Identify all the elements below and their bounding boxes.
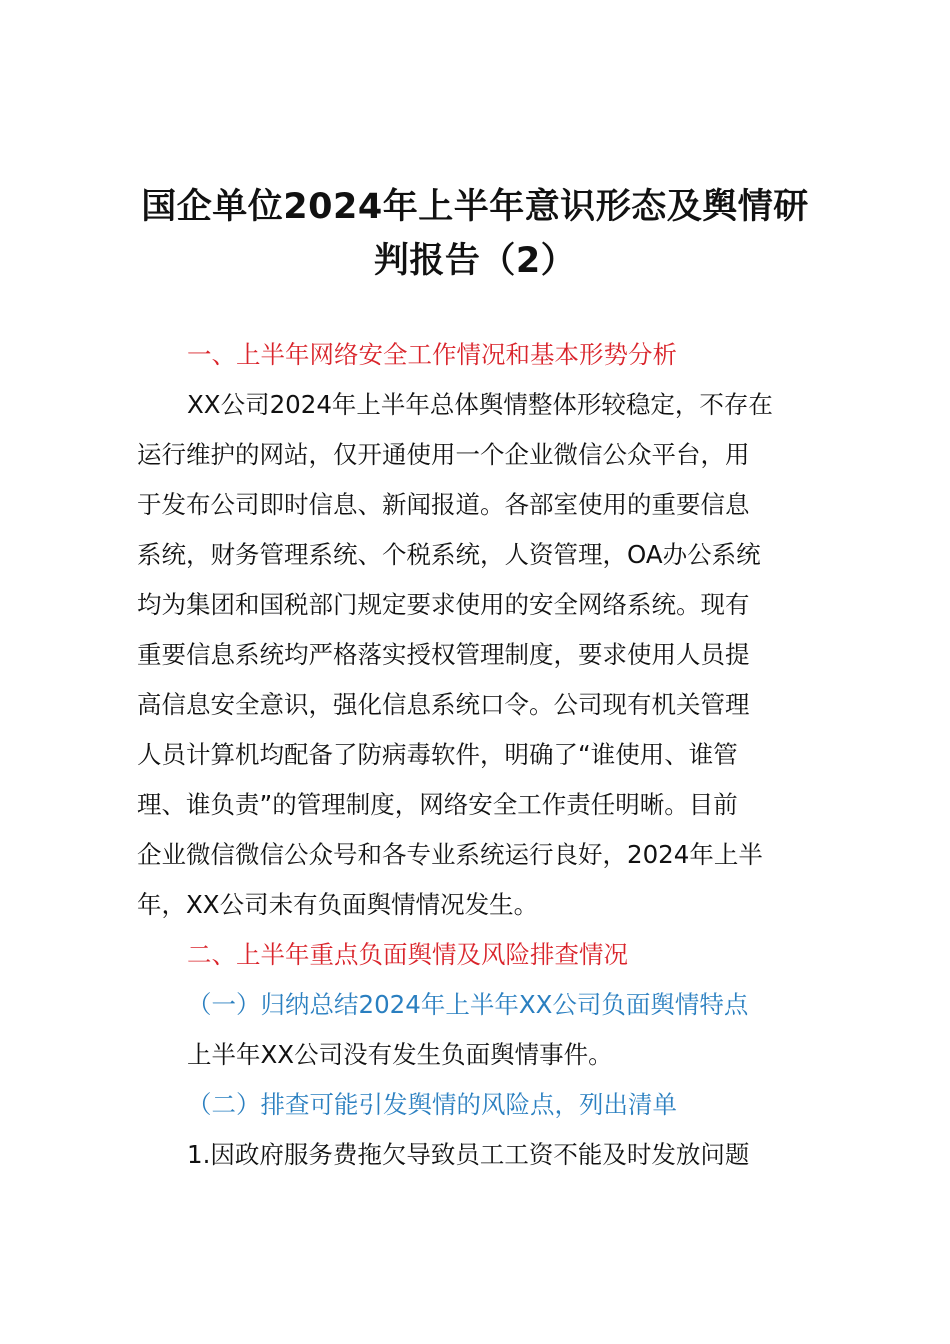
paragraph-line: 上半年XX公司没有发生负面舆情事件。 bbox=[187, 1040, 613, 1069]
paragraph-line: 企业微信微信公众号和各专业系统运行良好，2024年上半 bbox=[137, 840, 763, 869]
subsection-heading-1: （一）归纳总结2024年上半年XX公司负面舆情特点 bbox=[187, 990, 749, 1019]
paragraph-line: 运行维护的网站，仅开通使用一个企业微信公众平台，用 bbox=[137, 440, 750, 469]
title-line-2: 判报告（2） bbox=[373, 241, 577, 281]
subsection-heading-2: （二）排查可能引发舆情的风险点，列出清单 bbox=[187, 1090, 677, 1119]
paragraph-line: 于发布公司即时信息、新闻报道。各部室使用的重要信息 bbox=[137, 490, 750, 519]
paragraph-line: 高信息安全意识，强化信息系统口令。公司现有机关管理 bbox=[137, 690, 750, 719]
paragraph-line: 均为集团和国税部门规定要求使用的安全网络系统。现有 bbox=[137, 590, 750, 619]
list-item: 1.因政府服务费拖欠导致员工工资不能及时发放问题 bbox=[187, 1140, 750, 1169]
paragraph-line: 重要信息系统均严格落实授权管理制度，要求使用人员提 bbox=[137, 640, 750, 669]
paragraph-line: XX公司2024年上半年总体舆情整体形较稳定，不存在 bbox=[187, 390, 773, 419]
document-title bbox=[110, 180, 840, 288]
paragraph-line: 系统，财务管理系统、个税系统，人资管理，OA办公系统 bbox=[137, 540, 761, 569]
document-body bbox=[137, 330, 857, 1180]
title-line-1: 国企单位2024年上半年意识形态及舆情研 bbox=[141, 187, 809, 227]
paragraph-line: 年，XX公司未有负面舆情情况发生。 bbox=[137, 890, 539, 919]
paragraph-line: 人员计算机均配备了防病毒软件，明确了“谁使用、谁管 bbox=[137, 740, 738, 769]
section-heading-1: 一、上半年网络安全工作情况和基本形势分析 bbox=[187, 340, 677, 369]
section-heading-2: 二、上半年重点负面舆情及风险排查情况 bbox=[187, 940, 628, 969]
paragraph-line: 理、谁负责”的管理制度，网络安全工作责任明晰。目前 bbox=[137, 790, 738, 819]
